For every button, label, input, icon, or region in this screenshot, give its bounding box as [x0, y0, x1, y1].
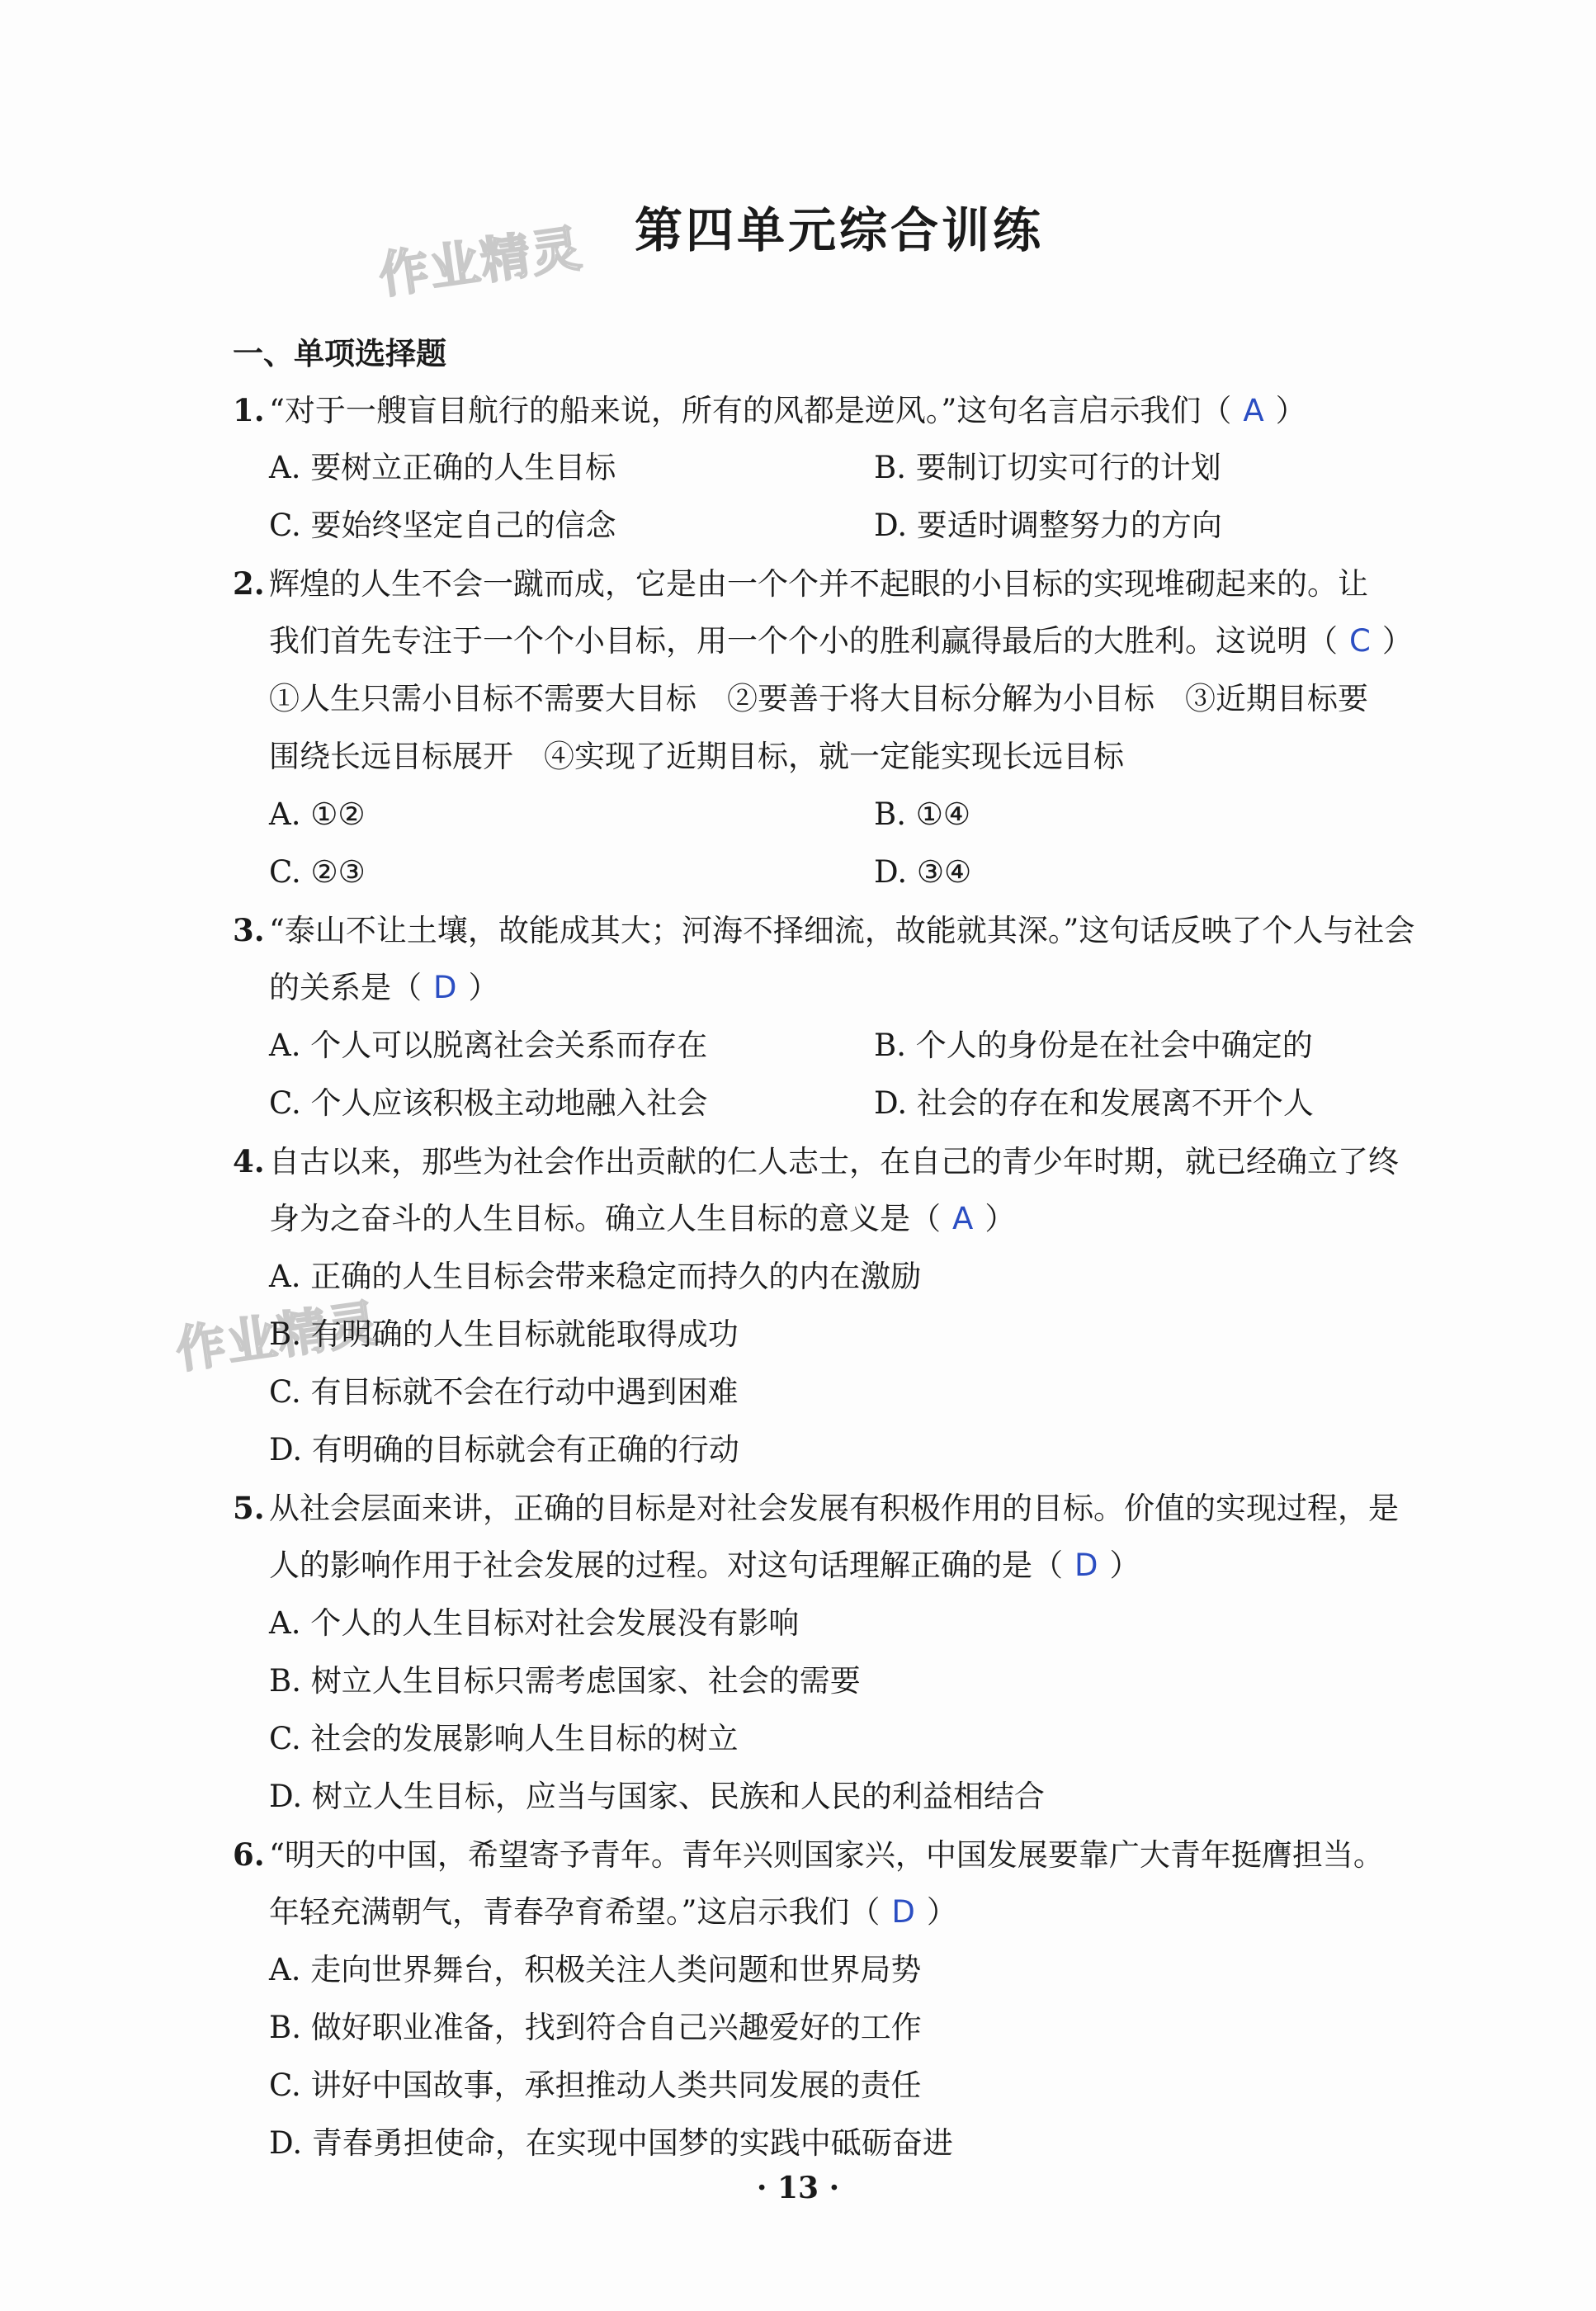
question-stem: 年轻充满朝气，青春孕育希望。”这启示我们（ — [269, 1894, 881, 1930]
statement-line: 围绕长远目标展开 ④实现了近期目标，就一定能实现长远目标 — [269, 739, 1124, 774]
option-a: A. 要树立正确的人生目标 — [269, 450, 616, 485]
question-stem: 我们首先专注于一个个小目标，用一个个小的胜利赢得最后的大胜利。这说明（ — [269, 623, 1338, 659]
option-d: D. 要适时调整努力的方向 — [874, 508, 1222, 543]
answer-mark: D — [433, 970, 457, 1005]
question-stem: “明天的中国，希望寄予青年。青年兴则国家兴，中国发展要靠广大青年挺膺担当。 — [269, 1837, 1384, 1873]
option-b: B. ①④ — [874, 796, 971, 832]
option-b: B. 做好职业准备，找到符合自己兴趣爱好的工作 — [269, 2010, 922, 2045]
question-line — [233, 959, 1479, 1017]
question-3 — [233, 901, 1479, 1132]
question-number: 1. — [233, 392, 265, 428]
option-c: C. 要始终坚定自己的信念 — [269, 508, 616, 543]
question-stem: 自古以来，那些为社会作出贡献的仁人志士，在自己的青少年时期，就已经确立了终 — [269, 1144, 1399, 1179]
option-b: B. 个人的身份是在社会中确定的 — [874, 1028, 1313, 1063]
question-number: 3. — [233, 912, 265, 948]
stem-close: ） — [1381, 623, 1413, 659]
options — [233, 439, 1479, 555]
question-number: 5. — [233, 1490, 265, 1526]
question-stem: 身为之奋斗的人生目标。确立人生目标的意义是（ — [269, 1201, 941, 1236]
option-d: D. 树立人生目标，应当与国家、民族和人民的利益相结合 — [269, 1779, 1045, 1814]
option-c: C. 社会的发展影响人生目标的树立 — [269, 1721, 739, 1756]
option-c: C. 有目标就不会在行动中遇到困难 — [269, 1374, 739, 1410]
options — [233, 1595, 1479, 1826]
question-stem: 从社会层面来讲，正确的目标是对社会发展有积极作用的目标。价值的实现过程，是 — [269, 1491, 1399, 1526]
option-b: B. 树立人生目标只需考虑国家、社会的需要 — [269, 1663, 861, 1699]
stem-close: ） — [926, 1894, 957, 1930]
option-a: A. 走向世界舞台，积极关注人类问题和世界局势 — [269, 1952, 922, 1987]
watermark: 作业精灵 — [375, 220, 587, 305]
option-d: D. 社会的存在和发展离不开个人 — [874, 1085, 1314, 1121]
option-d: D. 有明确的目标就会有正确的行动 — [269, 1432, 739, 1467]
option-a: A. 个人的人生目标对社会发展没有影响 — [269, 1605, 800, 1641]
page-title — [0, 191, 1596, 261]
question-stem: “泰山不让土壤，故能成其大；河海不择细流，故能就其深。”这句话反映了个人与社会 — [269, 913, 1415, 948]
question-line — [233, 1190, 1479, 1248]
answer-mark: D — [891, 1894, 915, 1930]
option-b: B. 要制订切实可行的计划 — [874, 450, 1221, 485]
watermark: 作业精灵 — [172, 1294, 384, 1380]
answer-mark: A — [1243, 393, 1264, 428]
question-line — [233, 1132, 1479, 1190]
option-c: C. 讲好中国故事，承担推动人类共同发展的责任 — [269, 2068, 922, 2103]
question-line — [233, 1826, 1479, 1883]
stem-close: ） — [985, 1201, 1016, 1236]
stem-close: ） — [468, 970, 499, 1005]
option-b: B. 有明确的人生目标就能取得成功 — [269, 1316, 739, 1352]
question-stem: 的关系是（ — [269, 970, 422, 1005]
question-2 — [233, 555, 1479, 901]
question-5 — [233, 1479, 1479, 1826]
question-4 — [233, 1132, 1479, 1479]
stem-close: ） — [1275, 393, 1306, 428]
question-stem: 辉煌的人生不会一蹴而成，它是由一个个并不起眼的小目标的实现堆砌起来的。让 — [269, 566, 1368, 602]
question-line — [233, 555, 1479, 612]
question-6 — [233, 1826, 1479, 2172]
answer-mark: A — [952, 1201, 974, 1236]
stem-close: ） — [1109, 1548, 1140, 1583]
option-c: C. ②③ — [269, 854, 366, 890]
page-title-text: 第四单元综合训练 — [634, 202, 1044, 258]
section-heading: 一、单项选择题 — [233, 336, 446, 371]
question-line — [233, 1883, 1479, 1941]
option-a: A. 个人可以脱离社会关系而存在 — [269, 1028, 708, 1063]
option-c: C. 个人应该积极主动地融入社会 — [269, 1085, 708, 1121]
answer-mark: C — [1349, 623, 1371, 659]
option-d: D. 青春勇担使命，在实现中国梦的实践中砥砺奋进 — [269, 2125, 953, 2161]
question-stem: 人的影响作用于社会发展的过程。对这句话理解正确的是（ — [269, 1548, 1063, 1583]
question-list — [233, 381, 1479, 2172]
options — [233, 786, 1479, 901]
question-stem: “对于一艘盲目航行的船来说，所有的风都是逆风。”这句名言启示我们（ — [269, 393, 1232, 428]
option-a: A. ①② — [269, 796, 366, 832]
question-line — [233, 1479, 1479, 1537]
options — [233, 1017, 1479, 1132]
option-d: D. ③④ — [874, 854, 972, 890]
statement-line: ①人生只需小目标不需要大目标 ②要善于将大目标分解为小目标 ③近期目标要 — [269, 681, 1368, 716]
question-1 — [233, 381, 1479, 555]
question-number: 6. — [233, 1836, 265, 1873]
options — [233, 1941, 1479, 2172]
question-number: 4. — [233, 1143, 265, 1179]
page-number: · 13 · — [756, 2171, 840, 2205]
question-line — [233, 612, 1479, 670]
options — [233, 1248, 1479, 1479]
question-line — [233, 1537, 1479, 1595]
question-line — [233, 901, 1479, 959]
question-line — [233, 381, 1479, 439]
question-number: 2. — [233, 565, 265, 602]
option-a: A. 正确的人生目标会带来稳定而持久的内在激励 — [269, 1259, 922, 1294]
answer-mark: D — [1074, 1548, 1098, 1583]
